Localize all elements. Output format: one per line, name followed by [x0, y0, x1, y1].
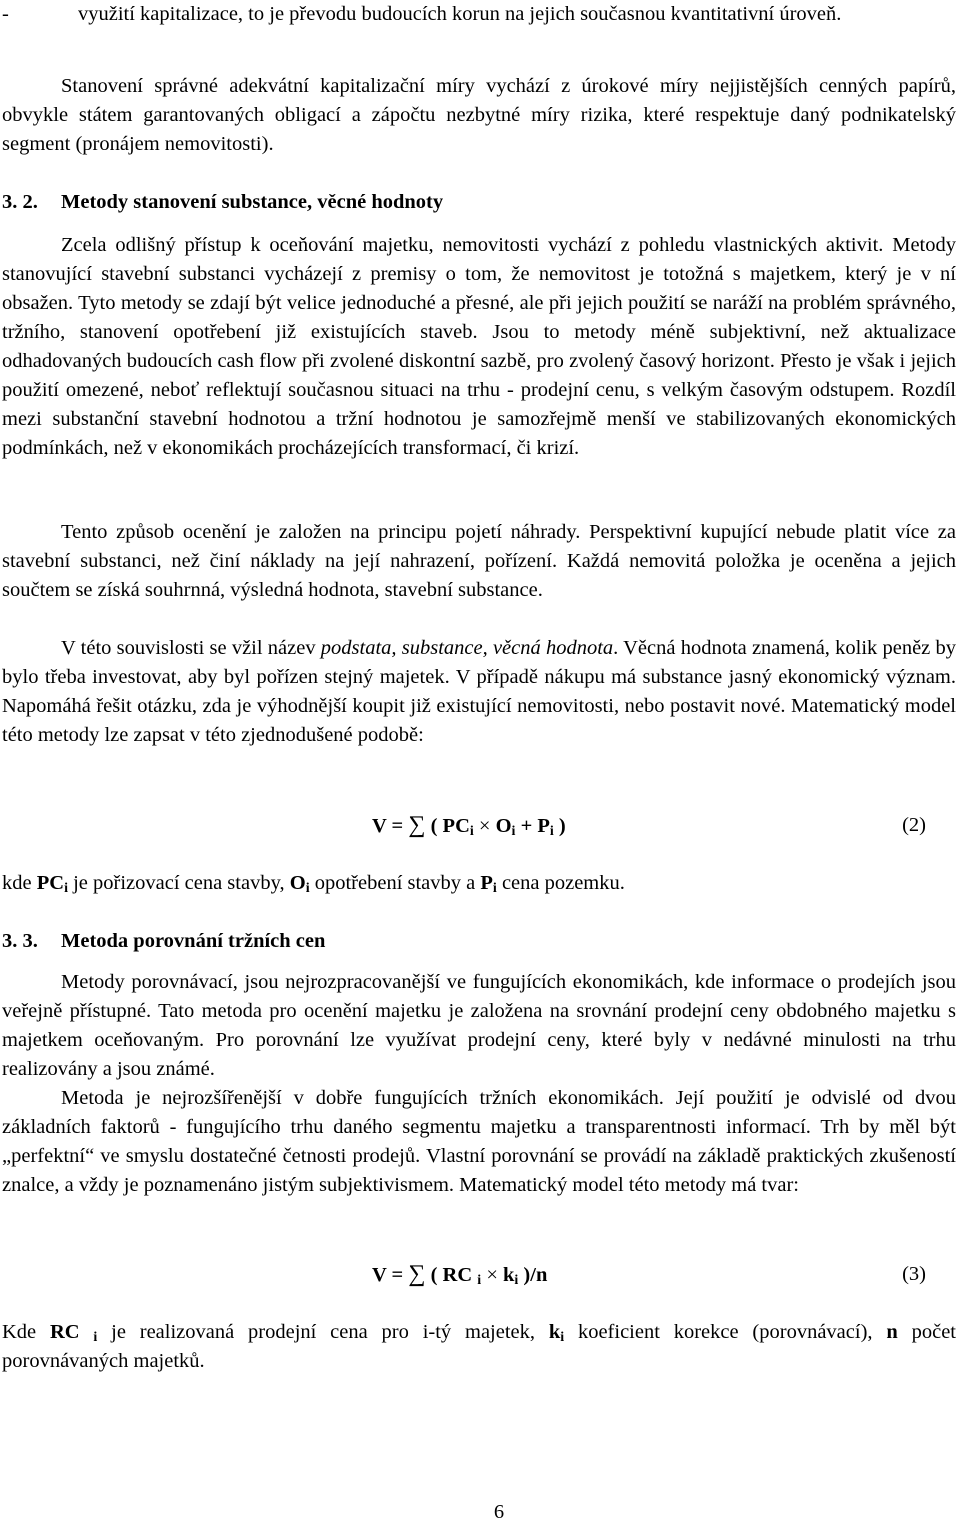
section-number: 3. 3.	[2, 930, 38, 952]
section-title: Metoda porovnání tržních cen	[61, 930, 326, 952]
formula-3	[2, 1260, 956, 1289]
emphasis-term: podstata, substance, věcná hodnota	[320, 637, 614, 659]
paragraph-formula-3-legend	[2, 1318, 956, 1376]
text-run: počet porovnávaných majetků.	[2, 1321, 956, 1372]
formula-term: k	[503, 1264, 515, 1286]
symbol: RC	[49, 1321, 80, 1343]
subscript: i	[514, 1273, 519, 1288]
text-run: opotřebení stavby a	[309, 872, 481, 894]
formula-number: (2)	[902, 814, 926, 836]
subscript: i	[93, 1330, 98, 1345]
section-title: Metody stanovení substance, věcné hodnoty	[61, 191, 444, 213]
page-number: 6	[493, 1501, 505, 1523]
paragraph-formula-2-legend	[2, 869, 956, 898]
bullet-dash: -	[2, 3, 9, 25]
bullet-paragraph	[2, 0, 960, 29]
formula-expression	[372, 1260, 547, 1290]
text-run: V této souvislosti se vžil název	[61, 637, 321, 659]
section-number: 3. 2.	[2, 191, 38, 213]
bullet-text: využití kapitalizace, to je převodu budoucích korun na jejich současnou kvantitativní úroveň.	[78, 3, 842, 25]
symbol: P	[480, 872, 493, 894]
paragraph-substance-methods: Zcela odlišný přístup k oceňování majetku, nemovitosti vychází z pohledu vlastnických aktivit. Metody stanovující stavební substanci vycházejí z premisy o tom, že nemovitost je totožná s majetkem, který je v ní obsažen. Tyto metody se zdají být velice jednoduché a přesné, ale při jejich použití se naráží na problém správného, tržního, stanovení opotřebení již existujících staveb. Jsou to metody méně subjektivní, než aktualizace odhadovaných budoucích cash flow při zvolené diskontní sazbě, pro zvolený časový horizont. Přesto je však i jejich použití omezené, neboť reflektují současnou situaci na trhu - prodejní cenu, s velkým časovým odstupem. Rozdíl mezi substanční stavební hodnotou a tržní hodnotou je samozřejmě menší ve stabilizovaných ekonomických podmínkách, než v ekonomikách procházejících transformací, či krizí.	[2, 234, 956, 459]
subscript: i	[305, 881, 310, 896]
times-symbol: ×	[486, 1264, 498, 1286]
formula-term: + P	[520, 815, 550, 837]
symbol: k	[548, 1321, 561, 1343]
formula-term: O	[495, 815, 512, 837]
section-heading-3-2	[2, 188, 956, 217]
symbol: n	[886, 1321, 898, 1343]
paragraph-replacement-principle: Tento způsob ocenění je založen na principu pojetí náhrady. Perspektivní kupující nebude platit více za stavební substanci, než činí náklady na její nahrazení, pořízení. Každá nemovitá položka je oceněna a jejich součtem se získá souhrnná, výsledná hodnota, stavební substance.	[2, 521, 956, 601]
text-run: je pořizovací cena stavby,	[67, 872, 290, 894]
formula-number: (3)	[902, 1263, 926, 1285]
formula-term: )/n	[523, 1264, 548, 1286]
sum-symbol: ∑	[408, 812, 426, 838]
subscript: i	[560, 1330, 565, 1345]
paragraph-material-value	[2, 634, 956, 750]
paragraph-market-method: Metoda je nejrozšířenější v dobře fungujících tržních ekonomikách. Její použití je odvislé od dvou základních faktorů - fungujícího trhu daného segmentu majetku a transparentnosti informací. Trh by měl být „perfektní“ ve smyslu dostatečné četnosti prodejů. Vlastní porovnání se provádí na základě praktických zkušeností znalce, a vždy je poznamenáno jistým subjektivismem. Matematický model této metody má tvar:	[2, 1087, 956, 1196]
formula-term: ( PC	[430, 815, 470, 837]
symbol: O	[289, 872, 306, 894]
symbol: PC	[36, 872, 65, 894]
text-run: koeficient korekce (porovnávací),	[564, 1321, 887, 1343]
section-heading-3-3	[2, 927, 956, 956]
subscript: i	[511, 824, 516, 839]
formula-lhs: V =	[372, 815, 404, 837]
text-run: Kde	[2, 1321, 50, 1343]
subscript: i	[492, 881, 497, 896]
text-run: . Věcná hodnota znamená, kolik peněz by bylo třeba investovat, aby byl pořízen stejný majetek. V případě nákupu má substance jasný ekonomický význam. Napomáhá řešit otázku, zda je výhodnější koupit již existující nemovitosti, nebo postavit nové. Matematický model této metody lze zapsat v této zjednodušené podobě:	[2, 637, 956, 746]
paragraph-capitalization-rate: Stanovení správné adekvátní kapitalizační míry vychází z úrokové míry nejjistějších cenných papírů, obvykle státem garantovaných obligací a zápočtu nezbytné míry rizika, které respektuje daný podnikatelský segment (pronájem nemovitosti).	[2, 75, 956, 155]
sum-symbol: ∑	[408, 1261, 426, 1287]
formula-lhs: V =	[372, 1264, 404, 1286]
text-run: je realizovaná prodejní cena pro i-tý majetek,	[97, 1321, 549, 1343]
subscript: i	[477, 1273, 482, 1288]
subscript: i	[469, 824, 474, 839]
text-run: cena pozemku.	[496, 872, 625, 894]
formula-2	[2, 811, 956, 840]
subscript: i	[549, 824, 554, 839]
text-run: kde	[2, 872, 37, 894]
formula-expression	[372, 811, 566, 841]
subscript: i	[64, 881, 68, 896]
formula-term: ( RC	[430, 1264, 473, 1286]
formula-term: )	[558, 815, 566, 837]
times-symbol: ×	[478, 815, 491, 837]
paragraph-comparative-methods: Metody porovnávací, jsou nejrozpracovanější ve fungujících ekonomikách, kde informace o prodejích jsou veřejně přístupné. Tato metoda pro ocenění majetku je založena na srovnání prodejní ceny obdobného majetku s majetkem oceňovaným. Pro porovnání lze využívat prodejní ceny, které byly v nedávné minulosti na trhu realizovány a jsou známé.	[2, 971, 956, 1080]
